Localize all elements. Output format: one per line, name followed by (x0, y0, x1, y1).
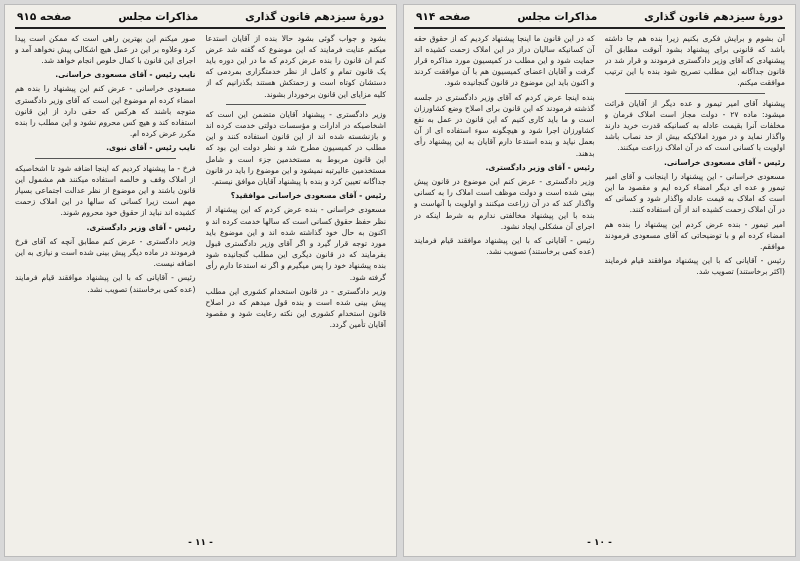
paragraph: بشود و جواب گوئی بشود حالا بنده از آقایان استدعا میکنم عنایت فرمایند که این موضوع که گفته شد عرض کنم ان قانون را بنده عرض کردم که ما در این دوره باید یک قانون تمام و کامل از نظر خدمتگزاری بمردمی که دستشان کوتاه است و زحمتکش هستند بگذرانیم که از کلیه مزایای این قانون برخوردار بشوند. (205, 33, 386, 99)
paragraph: پیشنهاد آقای امیر تیمور و عده دیگر از آقایان قرائت میشود: ماده ۲۷ - دولت مجاز است املاک فرمان و مخلفات آنرا بقیمت عادله به کسانیکه قدرت خرید دارند واگذار نماید و در مورد املاکیکه بیش از حد نصاب باشد اولویت با کسانی است که در آن املاک زراعت میکنند. (604, 98, 785, 153)
paragraph: وزیر دادگستری - پیشنهاد آقایان متضمن این است که اشخاصیکه در ادارات و مؤسسات دولتی خدمت کرده اند و بازنشسته شده اند از این قانون استفاده کنند و این مطلب در کمیسیون مطرح شد و نظر دولت این بود که این قانون مربوط به مستخدمین جزء است و شامل مستخدمین عالیرتبه نمیشود و این موضوع را باید در قانون جداگانه تعیین کرد و بنده با پیشنهاد آقایان موافق نیستم. (205, 109, 386, 187)
paragraph: فرخ - ما پیشنهاد کردیم که اینجا اضافه شود تا اشخاصیکه از املاک وقف و خالصه استفاده میکنند هم مشمول این قانون باشند و این موضوع از نظر عدالت اجتماعی بسیار مهم است زیرا کسانی که سالها در این املاک زحمت کشیده اند نباید از حقوق خود محروم شوند. (15, 163, 196, 218)
right-page-left-column (414, 33, 595, 535)
right-page-header (414, 11, 785, 29)
header-journal-title: مذاکرات مجلس (118, 11, 199, 23)
header-session-title: دورهٔ سیزدهم قانون گذاری (644, 11, 783, 23)
paragraph: رئیس - آقای وزیر دادگستری. (86, 222, 196, 232)
paragraph: وزیر دادگستری - عرض کنم مطابق آنچه که آقای فرخ فرمودند در ماده دیگر پیش بینی شده است و نیازی به این اضافه نیست. (15, 236, 196, 269)
paragraph: وزیر دادگستری - عرض کنم این موضوع در قانون پیش بینی شده است و دولت موظف است املاک را به کسانی واگذار کند که در آن زراعت میکنند و اولویت با آنهاست و بنده با این پیشنهاد مخالفتی ندارم به شرط اینکه در اجرای آن مشکلی ایجاد نشود. (414, 177, 595, 231)
paragraph: که در این قانون ما اینجا پیشنهاد کردیم که از حقوق حقه آن کسانیکه سالیان دراز در این املاک زحمت کشیده اند حمایت شود و این مطلب در کمیسیون مورد مذاکره قرار گرفت و آقایان اعضای کمیسیون هم با آن موافقت کردند و اکنون باید این موضوع در قانون گنجانیده شود. (414, 33, 595, 88)
paragraph: مسعودی خراسانی - این پیشنهاد را اینجانب و آقای امیر تیمور و عده ای دیگر امضاء کرده ایم و مقصود ما این است که املاک به قیمت عادله واگذار شود و کسانی که در آن املاک زحمت کشیده اند از آن استفاده کنند. (604, 171, 785, 215)
left-page-right-column (206, 33, 387, 535)
page-folio: - ۱۱ - (188, 538, 213, 548)
separator-rule (35, 158, 176, 159)
paragraph: مسعودی خراسانی - بنده عرض کردم که این پیشنهاد از نظر حفظ حقوق کسانی است که سالها خدمت کرده اند و اکنون به حال خود گذاشته شده اند و این موضوع باید مورد توجه قرار گیرد و اگر آقای وزیر دادگستری قبول بفرمایند که در قانون دیگری این مطلب گنجانیده شود بنده پیشنهاد خود را پس میگیرم و اگر نه استدعا دارم رأی گرفته شود. (205, 205, 386, 282)
header-session-title: دورهٔ سیزدهم قانون گذاری (245, 11, 384, 23)
left-page-left-column (15, 33, 196, 535)
header-page-number: صفحه ۹۱۵ (17, 11, 72, 23)
separator-rule (625, 93, 766, 94)
right-page-columns (414, 33, 785, 535)
paragraph: رئیس - آقایانی که با این پیشنهاد موافقند قیام فرمایند (اکثر برخاستند) تصویب شد. (604, 256, 785, 277)
paragraph: امیر تیمور - بنده عرض کردم این پیشنهاد را بنده هم امضاء کرده ام و با توضیحاتی که آقای مسعودی فرمودند موافقم. (604, 219, 785, 252)
paragraph: رئیس - آقایانی که با این پیشنهاد موافقند قیام فرمایند (عده کمی برخاستند) تصویب نشد. (15, 273, 196, 294)
paragraph: صور میکنم این بهترین راهی است که ممکن است پیدا کرد وعلاوه بر این در عمل هیچ اشکالی پیش نخواهد آمد و اجرای این قانون با کمال خلوص انجام خواهد شد. (15, 33, 196, 65)
header-page-number: صفحه ۹۱۴ (416, 11, 471, 23)
right-page-right-column (605, 33, 786, 535)
left-page-columns (15, 33, 386, 535)
paragraph: رئیس - آقایانی که با این پیشنهاد موافقند قیام فرمایند (عده کمی برخاستند) تصویب نشد. (414, 236, 595, 257)
paragraph: رئیس - آقای وزیر دادگستری. (485, 162, 595, 172)
paragraph: نایب رئیس - آقای نبوی. (106, 143, 196, 153)
paragraph: مسعودی خراسانی - عرض کنم این پیشنهاد را بنده هم امضاء کرده ام موضوع این است که آقای وزیر دادگستری متوجه باشند که هرکس که حقی دارد از این قانون استفاده کند و هیچ کس محروم نشود و این مطلب را بنده مکرر عرض کرده ام. (15, 84, 196, 139)
left-page (4, 4, 397, 557)
paragraph: رئیس - آقای مسعودی خراسانی. (663, 157, 785, 167)
paragraph: نایب رئیس - آقای مسعودی خراسانی. (55, 70, 196, 80)
paragraph: وزیر دادگستری - در قانون استخدام کشوری این مطلب پیش بینی شده است و بنده قول میدهم که در اصلاح قانون استخدام کشوری این نکته رعایت شود و مقصود آقایان تأمین گردد. (205, 286, 386, 330)
right-page (403, 4, 796, 557)
left-page-header (15, 11, 386, 29)
page-folio: - ۱۰ - (587, 538, 612, 548)
header-journal-title: مذاکرات مجلس (517, 11, 598, 23)
separator-rule (226, 104, 367, 105)
paragraph: آن بشوم و برایش فکری بکنیم زیرا بنده هم جا داشته باشد که قانونی برای پیشنهاد بشود آنوقت مطابق آن پیشنهادی که آقای وزیر دادگستری فرمودند و قرار شد در قانون جداگانه این مطلب تصریح شود بنده با این ترتیب موافقت میکنم. (604, 33, 785, 88)
document-spread (4, 4, 796, 557)
paragraph: رئیس - آقای مسعودی خراسانی موافقید؟ (230, 191, 386, 201)
paragraph: بنده اینجا عرض کردم که آقای وزیر دادگستری در جلسه گذشته فرمودند که این قانون برای اصلاح وضع کشاورزان است و ما باید کاری کنیم که این قانون در عمل به نفع کشاورزان اجرا شود و هیچگونه سوء استفاده ای از آن بعمل نیاید و بنده استدعا دارم آقایان به این پیشنهاد رأی بدهند. (414, 92, 595, 158)
